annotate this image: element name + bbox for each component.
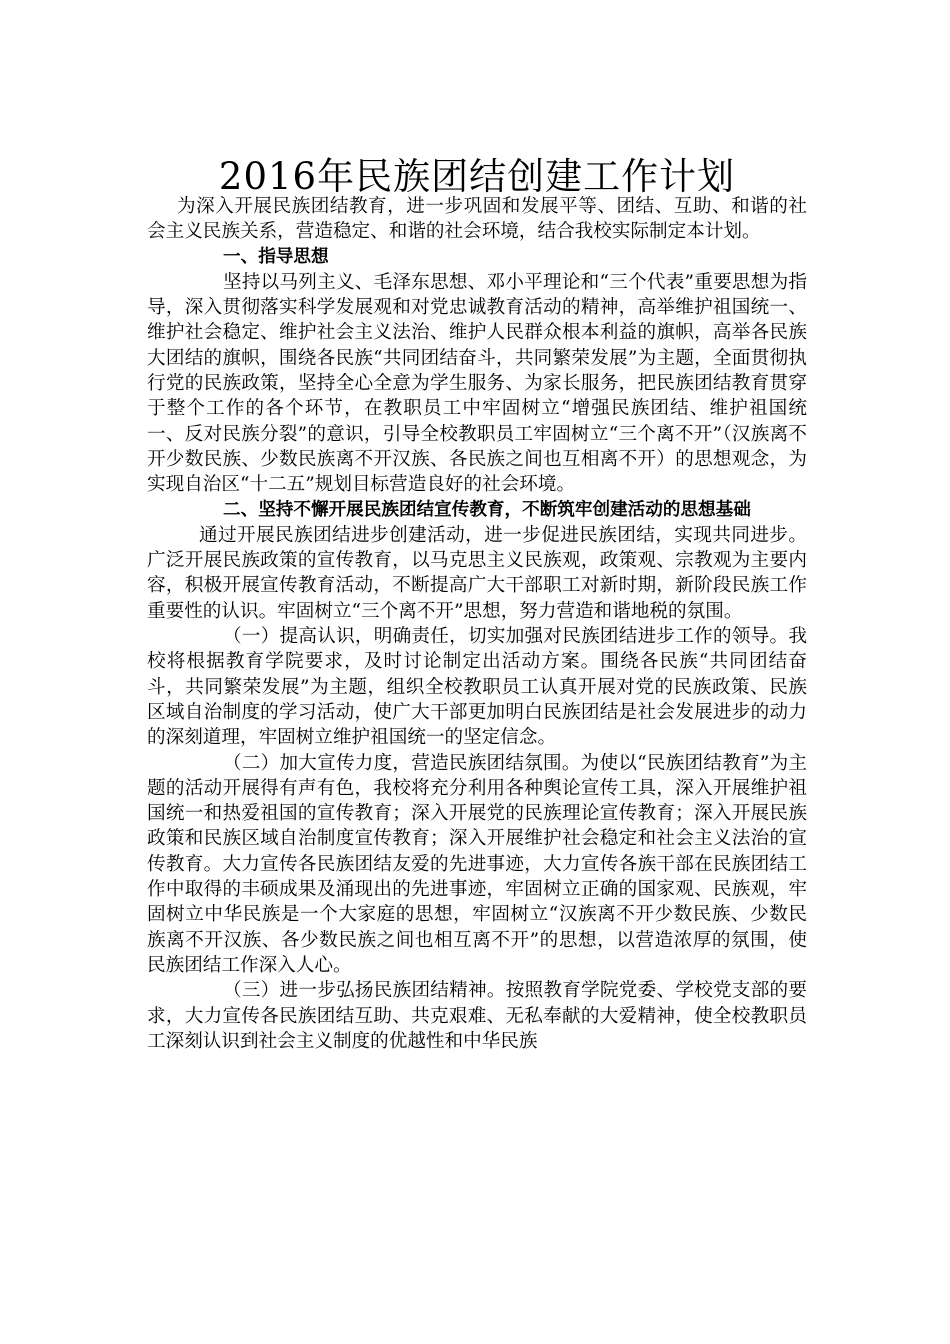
body-paragraph: 坚持以马列主义、毛泽东思想、邓小平理论和“三个代表”重要思想为指导，深入贯彻落实科学发展观和对党忠诚教育活动的精神，高举维护祖国统一、维护社会稳定、维护社会主义法治、维护人民群众根本利益的旗帜，高举各民族大团结的旗帜，围绕各民族“共同团结奋斗，共同繁荣发展”为主题，全面贯彻执行党的民族政策，坚持全心全意为学生服务、为家长服务，把民族团结教育贯穿于整个工作的各个环节，在教职员工中牢固树立“增强民族团结、维护祖国统一、反对民族分裂”的意识，引导全校教职员工牢固树立“三个离不开”（汉族离不开少数民族、少数民族离不开汉族、各民族之间也互相离不开）的思想观念，为实现自治区“十二五”规划目标营造良好的社会环境。: [147, 271, 807, 496]
document-page: [147, 0, 807, 1344]
body-paragraph: （二）加大宣传力度，营造民族团结氛围。为使以“民族团结教育”为主题的活动开展得有声有色，我校将充分利用各种舆论宣传工具，深入开展维护祖国统一和热爱祖国的宣传教育；深入开展党的民族理论宣传教育；深入开展民族政策和民族区域自治制度宣传教育；深入开展维护社会稳定和社会主义法治的宣传教育。大力宣传各民族团结友爱的先进事迹，大力宣传各族干部在民族团结工作中取得的丰硕成果及涌现出的先进事迹，牢固树立正确的国家观、民族观，牢固树立中华民族是一个大家庭的思想，牢固树立“汉族离不开少数民族、少数民族离不开汉族、各少数民族之间也相互离不开”的思想，以营造浓厚的氛围，使民族团结工作深入人心。: [147, 752, 807, 976]
body-paragraph: （三）进一步弘扬民族团结精神。按照教育学院党委、学校党支部的要求，大力宣传各民族团结互助、共克艰难、无私奉献的大爱精神，使全校教职员工深刻认识到社会主义制度的优越性和中华民族: [147, 980, 807, 1052]
section-heading: 二、坚持不懈开展民族团结宣传教育，不断筑牢创建活动的思想基础: [223, 499, 751, 520]
section-heading: 一、指导思想: [223, 246, 329, 267]
document-body: [147, 194, 807, 1054]
document-title: 2016年民族团结创建工作计划: [218, 154, 736, 198]
body-paragraph: （一）提高认识，明确责任，切实加强对民族团结进步工作的领导。我校将根据教育学院要求，及时讨论制定出活动方案。围绕各民族“共同团结奋斗，共同繁荣发展”为主题，组织全校教职员工认真开展对党的民族政策、民族区域自治制度的学习活动，使广大干部更加明白民族团结是社会发展进步的动力的深刻道理，牢固树立维护祖国统一的坚定信念。: [147, 626, 807, 749]
body-paragraph: 通过开展民族团结进步创建活动，进一步促进民族团结，实现共同进步。广泛开展民族政策的宣传教育，以马克思主义民族观，政策观、宗教观为主要内容，积极开展宣传教育活动，不断提高广大干部职工对新时期，新阶段民族工作重要性的认识。牢固树立“三个离不开”思想，努力营造和谐地税的氛围。: [147, 524, 807, 622]
body-paragraph: 为深入开展民族团结教育，进一步巩固和发展平等、团结、互助、和谐的社会主义民族关系，营造稳定、和谐的社会环境，结合我校实际制定本计划。: [147, 196, 807, 243]
